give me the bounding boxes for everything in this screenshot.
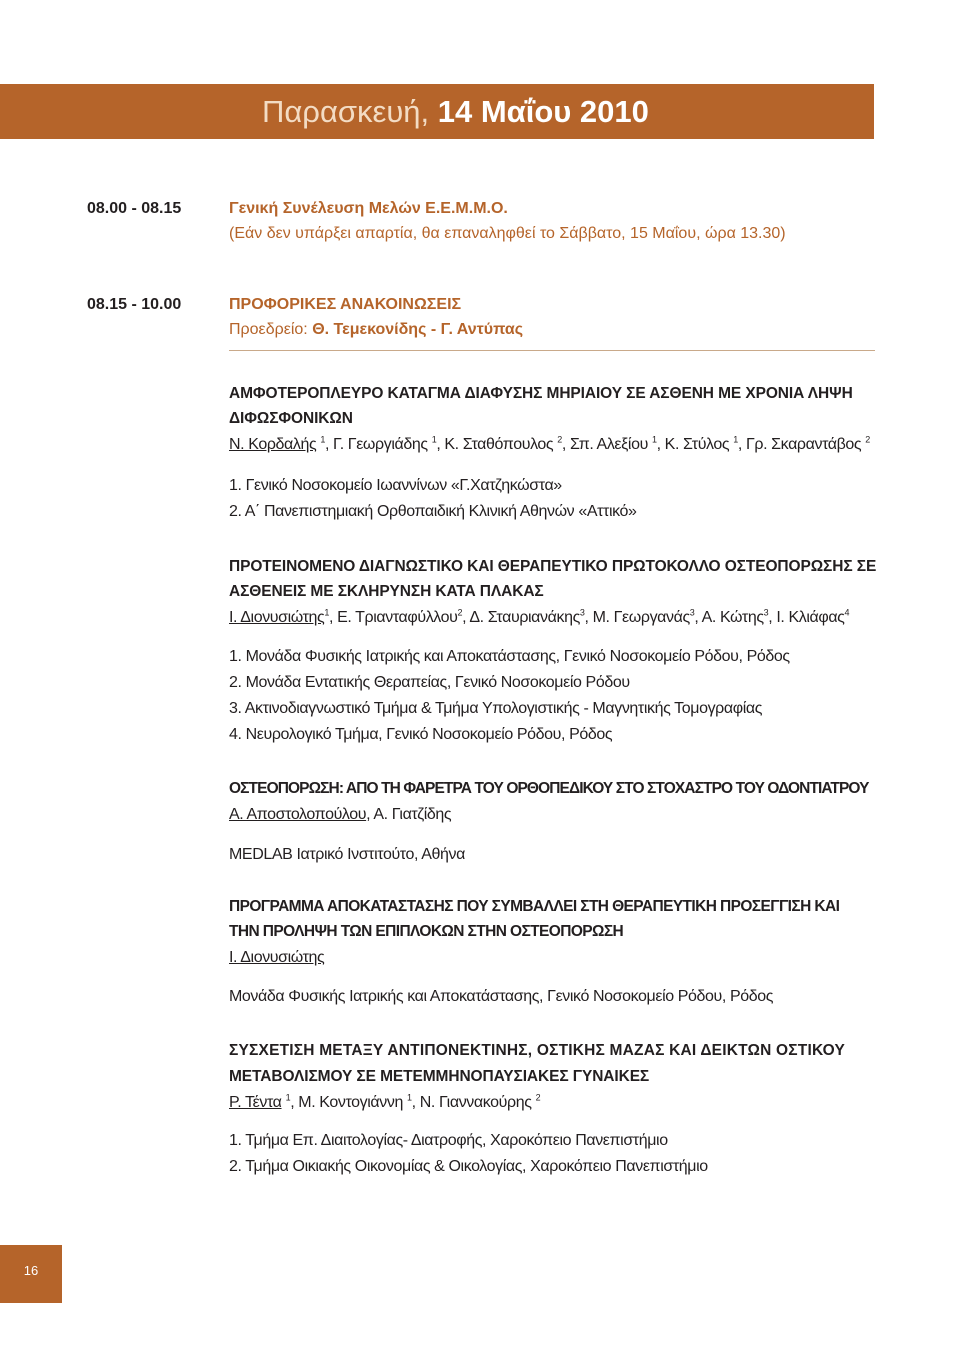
affiliation: 1. Μονάδα Φυσικής Ιατρικής και Αποκατάστασης, Γενικό Νοσοκομείο Ρόδου, Ρόδος	[229, 648, 790, 665]
affiliation: Μονάδα Φυσικής Ιατρικής και Αποκατάστασης, Γενικό Νοσοκομείο Ρόδου, Ρόδος	[229, 988, 774, 1005]
abstract-title: ΠΡΟΤΕΙΝΟΜΕΝΟ ΔΙΑΓΝΩΣΤΙΚΟ ΚΑΙ ΘΕΡΑΠΕΥΤΙΚΟ ΠΡΩΤΟΚΟΛΛΟ ΟΣΤΕΟΠΟΡΩΣΗΣ ΣΕ	[229, 558, 877, 575]
abstract-authors: Ρ. Τέντα $^1$, Μ. Κοντογιάννη $^1$, Ν. Γιαννακούρης $^2$	[229, 1092, 541, 1111]
day-title	[262, 94, 649, 130]
presenter: Α. Αποστολοπούλου	[229, 806, 367, 823]
affiliation: 4. Νευρολογικό Τμήμα, Γενικό Νοσοκομείο Ρόδου, Ρόδος	[229, 726, 613, 743]
affiliation: 3. Ακτινοδιαγνωστικό Τμήμα & Τμήμα Υπολογιστικής - Μαγνητικής Τομογραφίας	[229, 700, 763, 717]
session-time: 08.15 - 10.00	[87, 296, 182, 313]
abstract-title: ΑΜΦΟΤΕΡΟΠΛΕΥΡΟ ΚΑΤΑΓΜΑ ΔΙΑΦΥΣΗΣ ΜΗΡΙΑΙΟΥ ΣΕ ΑΣΘΕΝΗ ΜΕ ΧΡΟΝΙΑ ΛΗΨΗ	[229, 385, 853, 402]
session-title: ΠΡΟΦΟΡΙΚΕΣ ΑΝΑΚΟΙΝΩΣΕΙΣ	[229, 296, 462, 313]
abstract-title: ΔΙΦΩΣΦΟΝΙΚΩΝ	[229, 410, 353, 427]
presenter: Ν. Κορδαλής	[229, 436, 317, 453]
session-title: Γενική Συνέλευση Μελών Ε.Ε.Μ.Μ.Ο.	[229, 200, 508, 217]
presenter: Ι. Διονυσιώτης	[229, 609, 325, 626]
affiliation: 1. Τμήμα Επ. Διαιτολογίας- Διατροφής, Χαροκόπειο Πανεπιστήμιο	[229, 1132, 668, 1149]
page-number: 16	[23, 1263, 39, 1278]
abstract-authors: Ι. Διονυσιώτης$^1$, Ε. Τριανταφύλλου$^2$, Δ. Σταυριανάκης$^3$, Μ. Γεωργανάς$^3$, Α. Κώτης$^3$, Ι. Κλιάφας$^4$	[229, 607, 850, 626]
divider	[229, 350, 875, 351]
affiliation: MEDLAB Ιατρικό Ινστιτούτο, Αθήνα	[229, 846, 465, 863]
abstract-title: ΠΡΟΓΡΑΜΜΑ ΑΠΟΚΑΤΑΣΤΑΣΗΣ ΠΟΥ ΣΥΜΒΑΛΛΕΙ ΣΤΗ ΘΕΡΑΠΕΥΤΙΚΗ ΠΡΟΣΕΓΓΙΣΗ ΚΑΙ	[229, 898, 840, 915]
chair-names: Θ. Τεμεκονίδης - Γ. Αντύπας	[312, 321, 524, 338]
presenter: Ρ. Τέντα	[229, 1094, 282, 1111]
session-chair	[229, 321, 523, 339]
abstract-title: ΜΕΤΑΒΟΛΙΣΜΟΥ ΣΕ ΜΕΤΕΜΜΗΝΟΠΑΥΣΙΑΚΕΣ ΓΥΝΑΙΚΕΣ	[229, 1068, 650, 1085]
chair-label: Προεδρείο:	[229, 321, 308, 338]
presenter: Ι. Διονυσιώτης	[229, 949, 325, 966]
abstract-authors: Ν. Κορδαλής $^1$, Γ. Γεωργιάδης $^1$, Κ. Σταθόπουλος $^2$, Σπ. Αλεξίου $^1$, Κ. Στύλος $^1$, Γρ. Σκαραντάβος $^2$	[229, 434, 870, 453]
affiliation: 2. Α΄ Πανεπιστημιακή Ορθοπαιδική Κλινική Αθηνών «Αττικό»	[229, 503, 637, 520]
session-note: (Εάν δεν υπάρξει απαρτία, θα επαναληφθεί το Σάββατο, 15 Μαΐου, ώρα 13.30)	[229, 225, 786, 242]
day-name: Παρασκευή,	[262, 94, 430, 129]
affiliation: 2. Μονάδα Εντατικής Θεραπείας, Γενικό Νοσοκομείο Ρόδου	[229, 674, 630, 691]
abstract-title: ΑΣΘΕΝΕΙΣ ΜΕ ΣΚΛΗΡΥΝΣΗ ΚΑΤΑ ΠΛΑΚΑΣ	[229, 583, 544, 600]
affiliation: 2. Τμήμα Οικιακής Οικονομίας & Οικολογίας, Χαροκόπειο Πανεπιστήμιο	[229, 1158, 708, 1175]
session-time: 08.00 - 08.15	[87, 200, 182, 217]
day-header-band	[0, 84, 874, 139]
top-margin	[0, 0, 960, 27]
abstract-title: ΤΗΝ ΠΡΟΛΗΨΗ ΤΩΝ ΕΠΙΠΛΟΚΩΝ ΣΤΗΝ ΟΣΤΕΟΠΟΡΩΣΗ	[229, 923, 624, 940]
abstract-title: ΟΣΤΕΟΠΟΡΩΣΗ: ΑΠΟ ΤΗ ΦΑΡΕΤΡΑ ΤΟΥ ΟΡΘΟΠΕΔΙΚΟΥ ΣΤΟ ΣΤΟΧΑΣΤΡΟ ΤΟΥ ΟΔΟΝΤΙΑΤΡΟΥ	[229, 780, 869, 797]
abstract-title: ΣΥΣΧΕΤΙΣΗ ΜΕΤΑΞΥ ΑΝΤΙΠΟΝΕΚΤΙΝΗΣ, ΟΣΤΙΚΗΣ ΜΑΖΑΣ ΚΑΙ ΔΕΙΚΤΩΝ ΟΣΤΙΚΟΥ	[229, 1042, 846, 1059]
affiliation: 1. Γενικό Νοσοκομείο Ιωαννίνων «Γ.Χατζηκώστα»	[229, 477, 562, 494]
abstract-authors: Α. Αποστολοπούλου, Α. Γιατζίδης	[229, 806, 452, 823]
day-date: 14 Μαΐου 2010	[437, 94, 649, 129]
abstract-authors	[229, 949, 324, 967]
